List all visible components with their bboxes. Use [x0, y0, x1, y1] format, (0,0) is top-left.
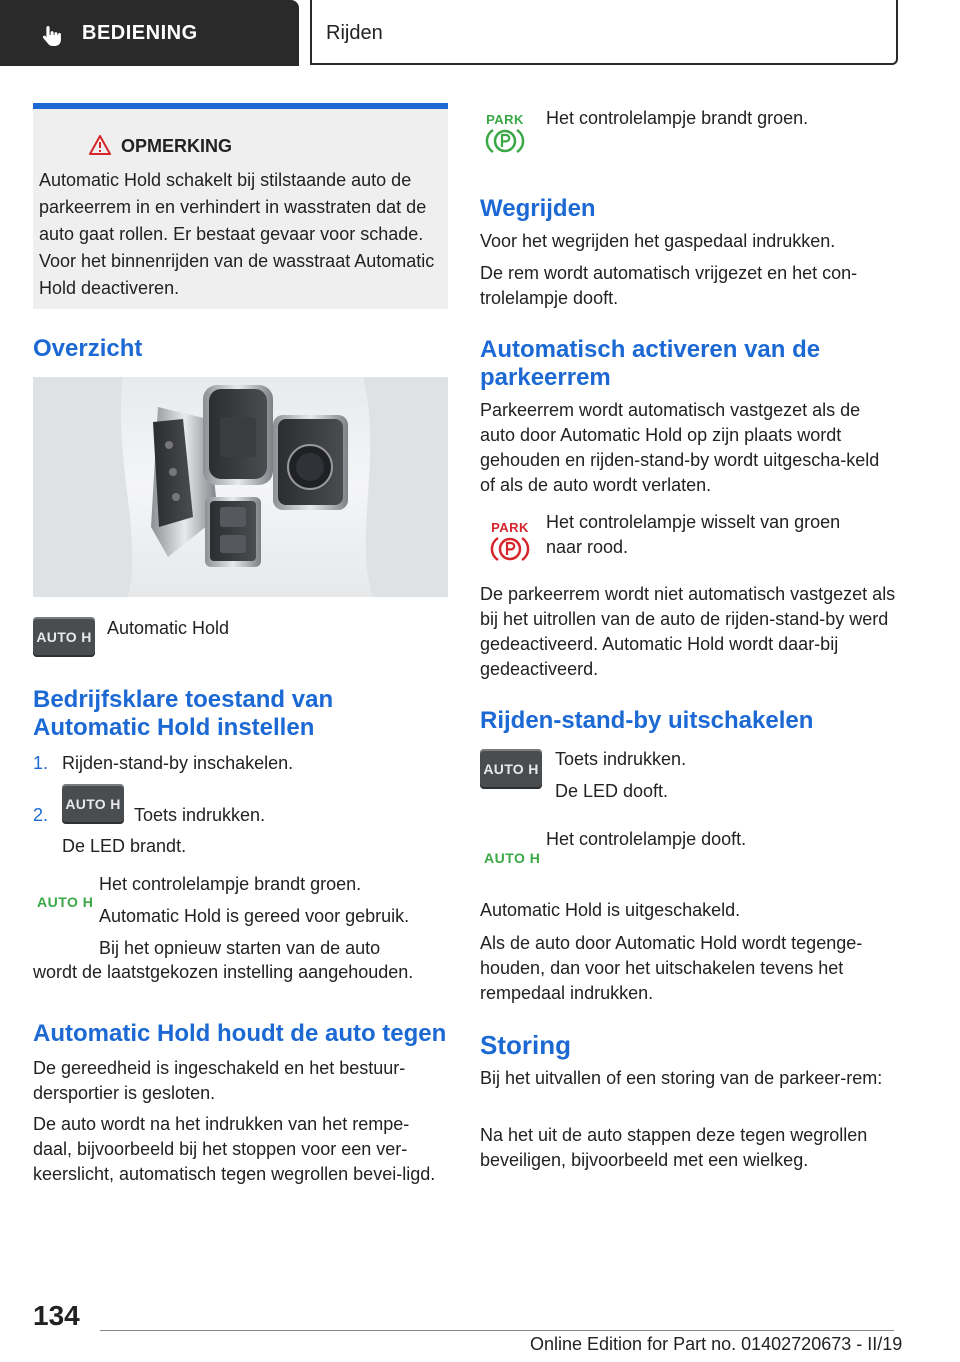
auto-hold-button-icon: AUTO H: [480, 749, 542, 789]
auto-park-heading: [480, 336, 820, 392]
standby-off-lamp-line: Het controlelampje dooft.: [546, 829, 747, 849]
park-red-text: Het controlelampje wisselt van groen naar rood.: [546, 512, 841, 557]
auto-hold-green-lamp-icon: AUTO H: [484, 850, 541, 866]
park-label: PARK: [486, 112, 524, 127]
footer-divider: [100, 1330, 894, 1331]
step1-number: 1.: [33, 753, 49, 773]
standby-off-heading: Rijden-stand-by uitschakelen: [480, 707, 814, 734]
fault-p2: Na het uit de auto stappen deze tegen wegrollen beveiligen, bijvoorbeeld met een wielkeg.: [480, 1125, 868, 1170]
center-console-photo: [33, 377, 448, 597]
standby-off-p2: Als de auto door Automatic Hold wordt tegenge-houden, dan voor het uitschakelen tevens het rempedaal indrukken.: [480, 933, 863, 1003]
auto-park-p1: Parkeerrem wordt automatisch vastgezet als de auto door Automatic Hold op zijn plaats wordt gehouden en rijden-stand-by wordt uitgescha-keld of als de auto wordt verlaten.: [480, 400, 880, 495]
auto-hold-green-lamp-icon: AUTO H: [37, 894, 94, 910]
ready-state-heading: [33, 686, 333, 742]
standby-off-p1: Automatic Hold is uitgeschakeld.: [480, 900, 741, 920]
park-green-text: Het controlelampje brandt groen.: [546, 108, 809, 128]
hand-pointer-icon: [40, 24, 64, 48]
park-label: PARK: [491, 520, 529, 535]
step2-sub: De LED brandt.: [62, 836, 187, 856]
holds-heading: Automatic Hold houdt de auto tegen: [33, 1020, 447, 1047]
fault-heading: Storing: [480, 1030, 571, 1060]
edition-text: Online Edition for Part no. 01402720673 - II/19: [530, 1334, 903, 1354]
lamp-line4: wordt de laatstgekozen instelling aangehouden.: [33, 962, 414, 982]
auto-park-heading-line1: Automatisch activeren van de: [480, 336, 821, 363]
park-circle-icon: [490, 535, 530, 563]
auto-hold-button-icon: AUTO H: [62, 784, 124, 824]
holds-para1: De gereedheid is ingeschakeld en het bestuur-dersportier is gesloten.: [33, 1058, 406, 1103]
auto-park-heading-line2: parkeerrem: [480, 364, 611, 391]
lamp-line2: Automatic Hold is gereed voor gebruik.: [99, 906, 410, 926]
lamp-line3: Bij het opnieuw starten van de auto: [99, 938, 381, 958]
note-text: Automatic Hold schakelt bij stilstaande auto de parkeerrem in en verhindert in wasstraten dat de auto gaat rollen. Er bestaat gevaar voor schade. Voor het binnenrijden van de wasstraat Automatic Hold deactiveren.: [39, 170, 435, 298]
standby-off-line1: Toets indrukken.: [555, 749, 687, 769]
chapter-label: Rijden: [326, 22, 383, 44]
drive-heading: Wegrijden: [480, 195, 596, 222]
holds-para2: De auto wordt na het indrukken van het rempe-daal, bijvoorbeeld bij het stoppen voor een ver-keerslicht, automatisch tegen wegrollen bevei-ligd.: [33, 1114, 436, 1184]
auto-hold-button-icon: AUTO H: [33, 617, 95, 657]
warning-triangle-icon: [89, 135, 111, 155]
ready-state-heading-line2: Automatic Hold instellen: [33, 714, 315, 741]
overview-heading: Overzicht: [33, 335, 143, 362]
step2-number: 2.: [33, 805, 49, 825]
section-tab: [0, 0, 299, 66]
console-illustration: [33, 377, 448, 597]
standby-off-line2: De LED dooft.: [555, 781, 669, 801]
fault-p1: Bij het uitvallen of een storing van de parkeer-rem:: [480, 1068, 883, 1088]
page-number: 134: [33, 1300, 80, 1331]
chapter-header: [310, 0, 898, 65]
park-circle-icon: [485, 127, 525, 155]
step2-text: Toets indrukken.: [134, 805, 266, 825]
drive-p1: Voor het wegrijden het gaspedaal indrukken.: [480, 231, 836, 251]
drive-p2: De rem wordt automatisch vrijgezet en het con-trolelampje dooft.: [480, 263, 858, 308]
step1-text: Rijden-stand-by inschakelen.: [62, 753, 294, 773]
ready-state-heading-line1: Bedrijfsklare toestand van: [33, 686, 334, 713]
auto-hold-caption: Automatic Hold: [107, 618, 230, 638]
note-title: OPMERKING: [121, 136, 233, 156]
lamp-line1: Het controlelampje brandt groen.: [99, 874, 362, 894]
park-red-lamp-icon: [490, 520, 530, 564]
park-green-lamp-icon: [485, 112, 525, 156]
auto-park-p2: De parkeerrem wordt niet automatisch vastgezet als bij het uitrollen van de auto de rijden-stand-by werd gedeactiveerd. Automatic Hold wordt daar-bij gedeactiveerd.: [480, 584, 896, 679]
warning-note: [33, 103, 448, 309]
section-label: BEDIENING: [82, 22, 198, 44]
